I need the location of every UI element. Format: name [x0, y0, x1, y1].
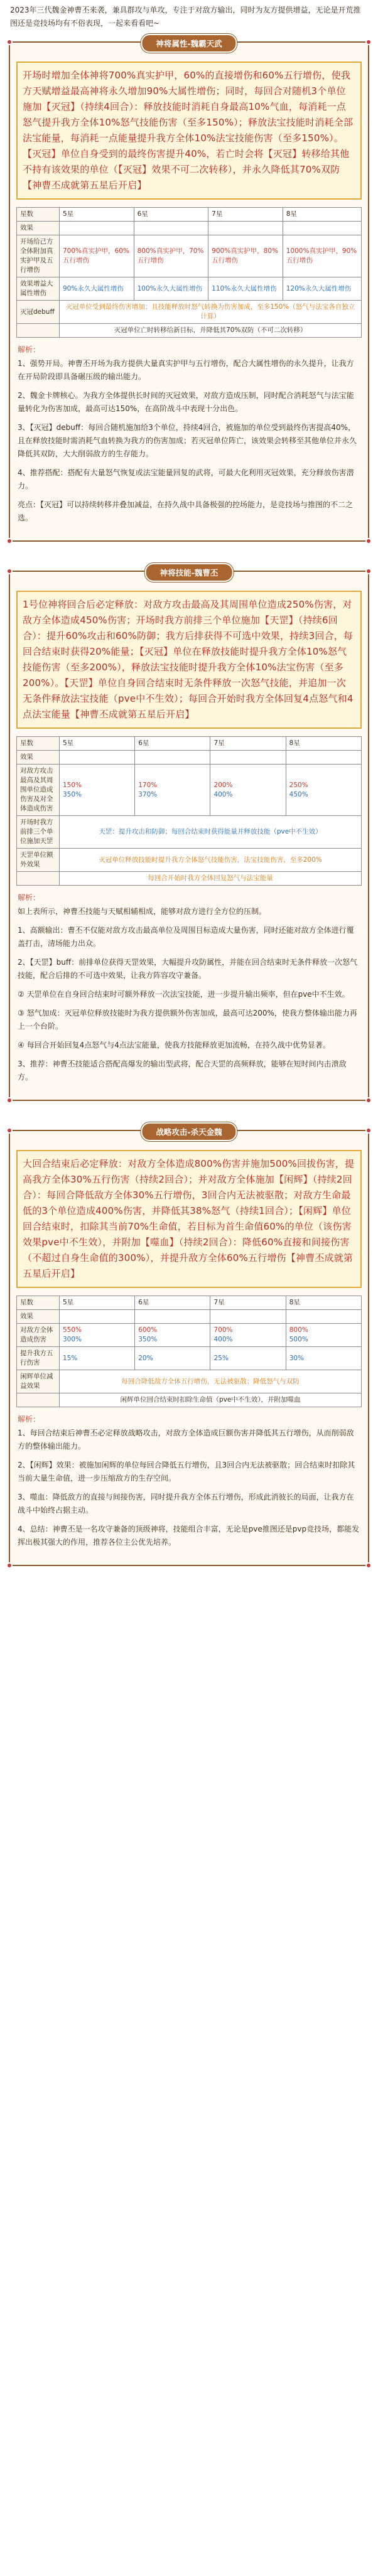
- table-row: [17, 235, 362, 277]
- analysis-paragraph: 3、噬血：降低敌方的直接与间接伤害，同时提升我方全体五行增伤，形成此消彼长的局面，让我方在战斗中始终占据主动。: [18, 1493, 354, 1515]
- cell-value: 250%: [289, 781, 308, 789]
- corner-dot-icon: [365, 1562, 372, 1569]
- row-span-cell: 灭冠单位释放技能时提升我方全体怒气技能伤害，法宝技能伤害，至多200%: [60, 849, 362, 872]
- row-label: 灭冠debuff: [17, 301, 60, 324]
- table-cell: [286, 765, 361, 816]
- row-span-cell: 每回合开始时我方全体回复怒气与法宝能量: [60, 872, 362, 886]
- table-cell: [210, 1324, 286, 1347]
- table-cell: 20%: [135, 1347, 210, 1370]
- table-cell: [135, 765, 210, 816]
- table-cell: [210, 751, 286, 765]
- row-label: 效果增益大属性增伤: [17, 277, 60, 301]
- cell-value: 800%: [289, 1326, 308, 1334]
- analysis-label: 解析：: [18, 893, 41, 902]
- analysis-paragraph: 3、【灭冠】debuff：每回合随机施加给3个单位，持续4回合，被施加的单位受到最终伤害提高40%，且在释放技能时需消耗气血转换为我方的伤害加成；若灭冠单位阵亡，该效果会转移至其他单位并永久降低其双防，大大削弱敌方的生存能力。: [18, 423, 357, 458]
- row-label: 对敌方全体造成伤害: [17, 1324, 60, 1347]
- cell-value: 150%: [63, 781, 82, 789]
- analysis-text: [16, 357, 362, 525]
- table-cell: 5星: [60, 1296, 135, 1310]
- table-cell: [60, 751, 135, 765]
- table-cell: [283, 222, 361, 235]
- table-cell: 5星: [60, 208, 134, 222]
- corner-dot-icon: [365, 39, 372, 45]
- table-row: [17, 208, 362, 222]
- row-label: 开场给己方全体附加真实护甲及五行增伤: [17, 235, 60, 277]
- table-cell: 6星: [134, 208, 208, 222]
- cell-value: 700%: [213, 1326, 233, 1334]
- row-label: 效果: [17, 222, 60, 235]
- cell-value: 500%: [289, 1336, 308, 1343]
- table-cell: 6星: [135, 737, 210, 751]
- table-cell: 25%: [210, 1347, 286, 1370]
- analysis-paragraph: 1、高额输出：曹丕不仅能对敌方攻击最高单位及周围目标造成大量伤害，同时还能对敌方全体进行覆盖打击，清场能力出众。: [18, 926, 354, 948]
- table-row: [17, 1393, 362, 1407]
- skill-card: [9, 41, 369, 542]
- card-list: [9, 41, 369, 1566]
- corner-dot-icon: [365, 568, 372, 574]
- cell-value: 300%: [63, 1336, 82, 1343]
- effects-table: [16, 1296, 362, 1407]
- analysis-paragraph: ③ 怒气加成：灭冠单位释放技能时为我方提供额外伤害加成，最高可达200%，使我方整体输出能力再上一个台阶。: [18, 1009, 357, 1031]
- row-label: [17, 324, 60, 338]
- skill-description: 1号位神将回合后必定释放：对敌方攻击最高及其周围单位造成250%伤害，对敌方全体造成450%伤害；开场时我方前排三个单位施加【天罡】（持续6回合）：提升60%攻击和60%防御；我方后排获得不可选中效果，持续3回合，每回合结束时获得20%能量；【灭冠】单位在释放技能时提升我方全体10%怒气技能伤害（至多200%），释放法宝技能时提升我方全体10%法宝伤害（至多200%）。【天罡】单位自身回合结束时无条件释放一次怒气技能，并追加一次无条件释放法宝技能（pve中不生效）；每回合开始时我方全体回复4点怒气和4点法宝能量【神曹丕成就第五星后开启】: [16, 591, 362, 729]
- row-label: 天罡单位额外效果: [17, 849, 60, 872]
- table-row: [17, 222, 362, 235]
- analysis-paragraph: 1、每回合结束后神曹丕必定释放战略攻击，对敌方全体造成巨额伤害并降低其五行增伤，从而削弱敌方的整体输出能力。: [18, 1429, 354, 1451]
- table-cell: 8星: [286, 1296, 361, 1310]
- table-cell: [60, 222, 134, 235]
- card-header: 神将技能-魏曹丕: [145, 563, 234, 582]
- table-cell: 700%真实护甲，60%五行增伤: [60, 235, 134, 277]
- table-row: [17, 849, 362, 872]
- row-label: [17, 1393, 60, 1407]
- table-cell: [210, 1310, 286, 1324]
- analysis-paragraph: 如上表所示，神曹丕技能与天赋相辅相成，能够对敌方进行全方位的压制。: [18, 907, 267, 916]
- analysis-text: [16, 1427, 362, 1549]
- analysis-paragraph: 4、总结：神曹丕是一名攻守兼备的顶级神将，技能组合丰富，无论是pve推图还是pvp竞技场，都能发挥出极其强大的作用，推荐各位主公优先培养。: [18, 1525, 360, 1547]
- table-cell: 8星: [286, 737, 361, 751]
- table-cell: [286, 751, 361, 765]
- table-cell: [286, 1324, 361, 1347]
- table-cell: 7星: [210, 1296, 286, 1310]
- corner-dot-icon: [6, 1127, 13, 1134]
- corner-dot-icon: [6, 568, 13, 574]
- table-row: [17, 765, 362, 816]
- cell-value: 400%: [213, 1336, 233, 1343]
- intro-text: 2023年三代魏金神曹丕来袭，兼具群攻与单攻，专注于对敌方输出，同时为友方提供增益，无论是开荒推图还是竞技场均有不俗表现，一起来看看吧~: [10, 6, 361, 28]
- table-cell: [286, 1310, 361, 1324]
- table-cell: 110%永久大属性增伤: [208, 277, 283, 301]
- table-row: [17, 1370, 362, 1393]
- table-row: [17, 816, 362, 849]
- corner-dot-icon: [365, 538, 372, 544]
- table-cell: 15%: [60, 1347, 135, 1370]
- table-cell: [135, 751, 210, 765]
- table-row: [17, 277, 362, 301]
- table-cell: 120%永久大属性增伤: [283, 277, 361, 301]
- row-span-cell: 每回合降低敌方全体五行增伤，无法被驱散；降低怒气与双防: [60, 1370, 362, 1393]
- table-cell: 1000%真实护甲，90%五行增伤: [283, 235, 361, 277]
- row-span-cell: 灭冠单位受到最终伤害增加；且技能释放时怒气转换为伤害加成，至多150%（怒气与法宝各自独立计算）: [60, 301, 362, 324]
- analysis-paragraph: 2、魏金卡牌核心。为我方全体提供长时间的灭冠效果，对敌方造成压制，同时配合消耗怒气与法宝能量转化为伤害加成，最高可达150%，在高阶战斗中表现十分出色。: [18, 391, 354, 413]
- table-cell: 100%永久大属性增伤: [134, 277, 208, 301]
- cell-value: 400%: [213, 790, 233, 798]
- analysis-paragraph: 2、【闲辉】效果：被施加闲辉的单位每回合降低五行增伤，且3回合内无法被驱散；回合结束时扣除其当前大量生命值，进一步压缩敌方的生存空间。: [18, 1461, 355, 1483]
- row-span-cell: 闲辉单位回合结束时扣除生命值（pve中不生效），并附加噬血: [60, 1393, 362, 1407]
- row-label: 闲辉单位减益效果: [17, 1370, 60, 1393]
- table-cell: 6星: [135, 1296, 210, 1310]
- table-cell: [135, 1310, 210, 1324]
- cell-value: 350%: [138, 1336, 158, 1343]
- table-row: [17, 1296, 362, 1310]
- table-row: [17, 1310, 362, 1324]
- table-cell: [135, 1324, 210, 1347]
- table-row: [17, 1324, 362, 1347]
- table-cell: 90%永久大属性增伤: [60, 277, 134, 301]
- analysis-paragraph: 1、强势开局。神曹丕开场为我方提供大量真实护甲与五行增伤，配合大属性增伤的永久提升，让我方在开局阶段即具备碾压级的输出能力。: [18, 359, 354, 381]
- corner-dot-icon: [365, 1097, 372, 1103]
- cell-value: 450%: [289, 790, 308, 798]
- analysis-paragraph: 亮点：【灭冠】可以持续转移并叠加减益，在持久战中具备极强的控场能力，是竞技场与推图的不二之选。: [18, 500, 354, 522]
- row-label: 效果: [17, 751, 60, 765]
- effects-table: [16, 207, 362, 338]
- table-cell: 7星: [208, 208, 283, 222]
- analysis-label: 解析：: [18, 1415, 41, 1424]
- corner-dot-icon: [6, 538, 13, 544]
- skill-card: [9, 1127, 369, 1566]
- table-cell: [60, 765, 135, 816]
- row-label: 星数: [17, 1296, 60, 1310]
- skill-description: 大回合结束后必定释放：对敌方全体造成800%伤害并施加500%回拔伤害，提高我方全体30%五行伤害（持续2回合）；并对敌方全体施加【闲辉】（持续2回合）：每回合降低敌方全体30%五行增伤，3回合内无法被驱散；对敌方生命最低的3个单位造成400%伤害，并降低其38%怒气（持续1回合）；【闲辉】单位回合结束时，扣除其当前70%生命值，若目标为首生命值60%的单位（该伤害效果pve中不生效），并附加【噬血】（持续2回合）：降低60%直接和间接伤害（不超过自身生命值的300%），并提升敌方全体60%五行增伤【神曹丕成就第五星后开启】: [16, 1150, 362, 1288]
- corner-dot-icon: [6, 1097, 13, 1103]
- skill-card: [9, 568, 369, 1101]
- table-cell: [210, 765, 286, 816]
- row-label: 星数: [17, 737, 60, 751]
- corner-dot-icon: [6, 39, 13, 45]
- table-row: [17, 1347, 362, 1370]
- analysis-text: [16, 905, 362, 1084]
- analysis-label: 解析：: [18, 345, 41, 354]
- cell-value: 550%: [63, 1326, 82, 1334]
- row-label: 星数: [17, 208, 60, 222]
- table-row: [17, 324, 362, 338]
- row-label: 开场时我方前排三个单位施加天罡: [17, 816, 60, 849]
- analysis-paragraph: ④ 每回合开始回复4点怒气与4点法宝能量，使我方技能释放更加流畅，在持久战中优势显著。: [18, 1041, 330, 1049]
- analysis-paragraph: 2、【天罡】buff：前排单位获得天罡效果，大幅提升攻防属性，并能在回合结束时无条件释放一次怒气技能，配合后排的不可选中效果，让我方阵容攻守兼备。: [18, 958, 358, 980]
- cell-value: 170%: [138, 781, 158, 789]
- table-cell: 900%真实护甲，80%五行增伤: [208, 235, 283, 277]
- table-cell: 800%真实护甲，70%五行增伤: [134, 235, 208, 277]
- table-cell: 8星: [283, 208, 361, 222]
- row-label: 提升我方五行伤害: [17, 1347, 60, 1370]
- corner-dot-icon: [365, 1127, 372, 1134]
- card-header: 神将属性-魏霸天武: [141, 34, 237, 53]
- cell-value: 200%: [213, 781, 233, 789]
- table-row: [17, 872, 362, 886]
- row-label: [17, 872, 60, 886]
- card-header: 战略攻击-杀天金魏: [141, 1122, 237, 1141]
- table-cell: [134, 222, 208, 235]
- cell-value: 370%: [138, 790, 158, 798]
- cell-value: 350%: [63, 790, 82, 798]
- skill-description: 开场时增加全体神将700%真实护甲，60%的直接增伤和60%五行增伤，使我方天赋增益最高神将永久增加90%大属性增伤；同时，每回合对随机3个单位施加【灭冠】（持续4回合）：释放技能时消耗自身最高10%气血，每消耗一点怒气提升我方全体10%怒气技能伤害（至多150%）；释放法宝技能时消耗全部法宝能量，每消耗一点能量提升我方全体10%法宝技能伤害（至多150%）。【灭冠】单位自身受到的最终伤害提升40%，若亡时会将【灭冠】转移给其他不持有该效果的单位（【灭冠】效果不可二次转移），并永久降低其70%双防【神曹丕成就第五星后开启】: [16, 62, 362, 200]
- row-span-cell: 天罡：提升攻击和防御；每回合结束时获得能量并释放技能（pve中不生效）: [60, 816, 362, 849]
- table-cell: [60, 1324, 135, 1347]
- analysis-paragraph: ② 天罡单位在自身回合结束时可额外释放一次法宝技能，进一步提升输出频率，但在pve中不生效。: [18, 990, 350, 999]
- table-row: [17, 737, 362, 751]
- cell-value: 600%: [138, 1326, 158, 1334]
- table-row: [17, 751, 362, 765]
- table-cell: 5星: [60, 737, 135, 751]
- row-span-cell: 灭冠单位亡时转移给新目标，并降低其70%双防（不可二次转移）: [60, 324, 362, 338]
- table-cell: [208, 222, 283, 235]
- table-cell: 30%: [286, 1347, 361, 1370]
- row-label: 对敌方攻击最高及其周围单位造成伤害及对全体造成伤害: [17, 765, 60, 816]
- table-row: [17, 301, 362, 324]
- corner-dot-icon: [6, 1562, 13, 1569]
- effects-table: [16, 736, 362, 886]
- row-label: 效果: [17, 1310, 60, 1324]
- analysis-paragraph: 4、推荐搭配：搭配有大量怒气恢复或法宝能量回复的武将，可最大化利用灭冠效果，充分释放伤害潜力。: [18, 468, 354, 490]
- table-cell: [60, 1310, 135, 1324]
- analysis-paragraph: 3、推荐：神曹丕技能适合搭配高爆发的输出型武将，配合天罡的高频释放，能够在短时间内击溃敌方。: [18, 1060, 347, 1081]
- table-cell: 7星: [210, 737, 286, 751]
